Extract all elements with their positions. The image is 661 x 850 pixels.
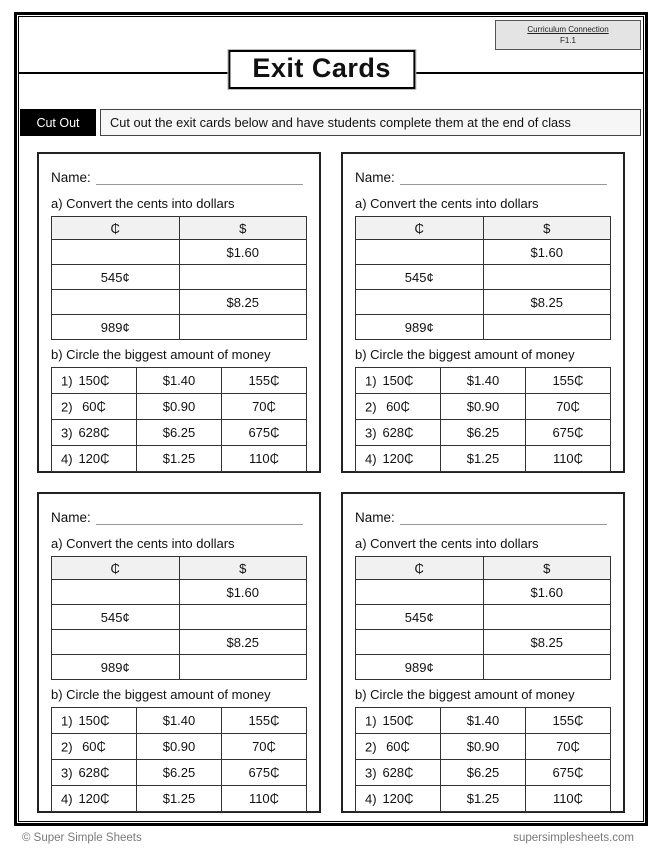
section-b-label: b) Circle the biggest amount of money: [51, 687, 271, 702]
row-number: 2): [61, 399, 73, 414]
option-value: 628₵: [382, 765, 414, 780]
option-cell: $1.40: [441, 708, 526, 734]
option-cell: $6.25: [441, 420, 526, 446]
cents-cell: [52, 290, 180, 315]
cents-cell: 545¢: [356, 605, 484, 630]
cents-cell: 989¢: [356, 315, 484, 340]
cents-cell: 545¢: [52, 605, 180, 630]
convert-table: [51, 216, 307, 340]
exit-card: [341, 152, 625, 473]
worksheet-page-inner-border: [18, 16, 644, 822]
convert-row: [52, 580, 307, 605]
cents-cell: 989¢: [52, 655, 180, 680]
option-cell: $1.40: [441, 368, 526, 394]
convert-row: [356, 605, 611, 630]
dollars-cell: [179, 655, 307, 680]
section-b-label: b) Circle the biggest amount of money: [355, 687, 575, 702]
compare-row: [52, 420, 307, 446]
row-number: 2): [365, 739, 377, 754]
dollars-cell: $8.25: [179, 630, 307, 655]
convert-row: [356, 315, 611, 340]
option-cell: [52, 420, 137, 446]
option-cell: 675₵: [222, 760, 307, 786]
cents-cell: [52, 580, 180, 605]
dollars-cell: $1.60: [179, 580, 307, 605]
cutout-bar: [20, 109, 641, 136]
option-cell: 675₵: [526, 420, 611, 446]
cents-cell: 989¢: [52, 315, 180, 340]
dollars-cell: $8.25: [179, 290, 307, 315]
row-number: 3): [365, 425, 377, 440]
option-cell: 110₵: [526, 446, 611, 472]
option-value: 628₵: [78, 765, 110, 780]
option-cell: $6.25: [137, 420, 222, 446]
dollars-column-header: $: [179, 217, 307, 240]
option-cell: $6.25: [441, 760, 526, 786]
cards-grid: [37, 152, 625, 813]
compare-row: [356, 446, 611, 472]
option-cell: 70₵: [526, 394, 611, 420]
convert-table-header-row: [356, 217, 611, 240]
option-cell: [356, 368, 441, 394]
section-a-label: a) Convert the cents into dollars: [355, 196, 539, 211]
section-a-label: a) Convert the cents into dollars: [51, 536, 235, 551]
option-cell: 70₵: [526, 734, 611, 760]
convert-row: [52, 630, 307, 655]
compare-row: [356, 760, 611, 786]
option-cell: 110₵: [526, 786, 611, 812]
option-cell: $1.25: [441, 786, 526, 812]
row-number: 1): [61, 713, 73, 728]
cents-cell: [356, 290, 484, 315]
row-number: 3): [365, 765, 377, 780]
option-cell: $0.90: [137, 394, 222, 420]
option-cell: $1.25: [441, 446, 526, 472]
cents-column-header: ₵: [52, 557, 180, 580]
cents-column-header: ₵: [52, 217, 180, 240]
compare-row: [356, 420, 611, 446]
option-cell: $1.40: [137, 368, 222, 394]
option-value: 120₵: [78, 791, 110, 806]
section-a-label: a) Convert the cents into dollars: [51, 196, 235, 211]
convert-row: [52, 655, 307, 680]
worksheet-page: [14, 12, 648, 826]
page-footer: [22, 832, 634, 844]
compare-table: [355, 367, 611, 472]
option-cell: $1.40: [137, 708, 222, 734]
compare-table: [355, 707, 611, 812]
option-cell: 70₵: [222, 734, 307, 760]
row-number: 3): [61, 765, 73, 780]
cents-cell: [356, 580, 484, 605]
option-value: 150₵: [382, 713, 414, 728]
name-blank-line: [96, 510, 303, 525]
cents-cell: 545¢: [356, 265, 484, 290]
compare-row: [356, 734, 611, 760]
dollars-cell: [483, 315, 611, 340]
option-cell: 110₵: [222, 786, 307, 812]
convert-table-header-row: [52, 557, 307, 580]
convert-row: [356, 290, 611, 315]
option-value: 60₵: [386, 739, 410, 754]
name-label: Name:: [355, 170, 395, 185]
cents-cell: 545¢: [52, 265, 180, 290]
convert-table: [355, 556, 611, 680]
option-cell: 675₵: [526, 760, 611, 786]
option-cell: 110₵: [222, 446, 307, 472]
dollars-cell: [483, 605, 611, 630]
section-b-label: b) Circle the biggest amount of money: [51, 347, 271, 362]
option-cell: [356, 446, 441, 472]
compare-row: [52, 786, 307, 812]
dollars-cell: $1.60: [483, 580, 611, 605]
cents-column-header: ₵: [356, 557, 484, 580]
name-label: Name:: [51, 170, 91, 185]
name-label: Name:: [355, 510, 395, 525]
option-cell: [356, 708, 441, 734]
cutout-instruction-text: Cut out the exit cards below and have students complete them at the end of class: [100, 109, 641, 136]
page-title: Exit Cards: [228, 50, 415, 89]
name-label: Name:: [51, 510, 91, 525]
option-cell: $0.90: [137, 734, 222, 760]
option-cell: $0.90: [441, 394, 526, 420]
name-row: [51, 510, 307, 525]
convert-row: [52, 605, 307, 630]
row-number: 2): [61, 739, 73, 754]
option-value: 120₵: [78, 451, 110, 466]
convert-row: [52, 315, 307, 340]
option-value: 60₵: [82, 739, 106, 754]
compare-row: [356, 786, 611, 812]
dollars-cell: $8.25: [483, 290, 611, 315]
option-value: 150₵: [78, 373, 110, 388]
row-number: 1): [365, 713, 377, 728]
option-cell: $6.25: [137, 760, 222, 786]
option-cell: 155₵: [526, 368, 611, 394]
option-cell: 155₵: [526, 708, 611, 734]
option-cell: [52, 708, 137, 734]
convert-row: [52, 290, 307, 315]
dollars-cell: $1.60: [483, 240, 611, 265]
cents-column-header: ₵: [356, 217, 484, 240]
name-blank-line: [96, 170, 303, 185]
compare-row: [52, 394, 307, 420]
row-number: 4): [61, 791, 73, 806]
row-number: 4): [61, 451, 73, 466]
name-row: [355, 170, 611, 185]
compare-row: [356, 394, 611, 420]
convert-row: [356, 655, 611, 680]
exit-card: [341, 492, 625, 813]
option-cell: [52, 446, 137, 472]
section-b-label: b) Circle the biggest amount of money: [355, 347, 575, 362]
option-value: 628₵: [78, 425, 110, 440]
curriculum-connection-label: Curriculum Connection: [527, 25, 609, 34]
curriculum-connection-badge: [495, 20, 641, 50]
cents-cell: [52, 630, 180, 655]
curriculum-code: F1.1: [559, 35, 576, 45]
option-cell: [356, 394, 441, 420]
convert-table-header-row: [356, 557, 611, 580]
name-blank-line: [400, 170, 607, 185]
convert-table: [355, 216, 611, 340]
row-number: 1): [61, 373, 73, 388]
convert-row: [356, 265, 611, 290]
row-number: 2): [365, 399, 377, 414]
name-row: [355, 510, 611, 525]
option-value: 60₵: [82, 399, 106, 414]
convert-table-header-row: [52, 217, 307, 240]
option-value: 150₵: [382, 373, 414, 388]
dollars-cell: [179, 265, 307, 290]
convert-row: [52, 240, 307, 265]
dollars-cell: $1.60: [179, 240, 307, 265]
option-cell: [356, 420, 441, 446]
option-value: 628₵: [382, 425, 414, 440]
dollars-cell: $8.25: [483, 630, 611, 655]
copyright-text: © Super Simple Sheets: [22, 832, 142, 844]
cents-cell: [52, 240, 180, 265]
option-value: 120₵: [382, 451, 414, 466]
cents-cell: [356, 630, 484, 655]
name-blank-line: [400, 510, 607, 525]
option-value: 150₵: [78, 713, 110, 728]
option-cell: $1.25: [137, 786, 222, 812]
dollars-column-header: $: [483, 557, 611, 580]
option-value: 120₵: [382, 791, 414, 806]
cents-cell: 989¢: [356, 655, 484, 680]
compare-row: [52, 368, 307, 394]
compare-row: [356, 708, 611, 734]
option-cell: [52, 786, 137, 812]
option-cell: [52, 760, 137, 786]
convert-row: [52, 265, 307, 290]
dollars-cell: [483, 265, 611, 290]
convert-row: [356, 580, 611, 605]
option-cell: 155₵: [222, 368, 307, 394]
dollars-cell: [483, 655, 611, 680]
option-cell: $0.90: [441, 734, 526, 760]
option-cell: [356, 760, 441, 786]
convert-row: [356, 240, 611, 265]
option-cell: [52, 734, 137, 760]
row-number: 4): [365, 791, 377, 806]
name-row: [51, 170, 307, 185]
option-cell: [356, 734, 441, 760]
option-cell: [52, 368, 137, 394]
dollars-column-header: $: [483, 217, 611, 240]
option-cell: [356, 786, 441, 812]
dollars-cell: [179, 315, 307, 340]
compare-row: [52, 734, 307, 760]
exit-card: [37, 152, 321, 473]
option-cell: [52, 394, 137, 420]
row-number: 1): [365, 373, 377, 388]
compare-row: [52, 760, 307, 786]
option-cell: $1.25: [137, 446, 222, 472]
dollars-column-header: $: [179, 557, 307, 580]
option-cell: 70₵: [222, 394, 307, 420]
compare-row: [52, 446, 307, 472]
cutout-tag: Cut Out: [20, 109, 96, 136]
exit-card: [37, 492, 321, 813]
option-cell: 675₵: [222, 420, 307, 446]
option-cell: 155₵: [222, 708, 307, 734]
compare-row: [356, 368, 611, 394]
row-number: 4): [365, 451, 377, 466]
compare-table: [51, 367, 307, 472]
compare-row: [52, 708, 307, 734]
convert-row: [356, 630, 611, 655]
section-a-label: a) Convert the cents into dollars: [355, 536, 539, 551]
compare-table: [51, 707, 307, 812]
cents-cell: [356, 240, 484, 265]
website-text: supersimplesheets.com: [513, 832, 634, 844]
option-value: 60₵: [386, 399, 410, 414]
dollars-cell: [179, 605, 307, 630]
convert-table: [51, 556, 307, 680]
row-number: 3): [61, 425, 73, 440]
